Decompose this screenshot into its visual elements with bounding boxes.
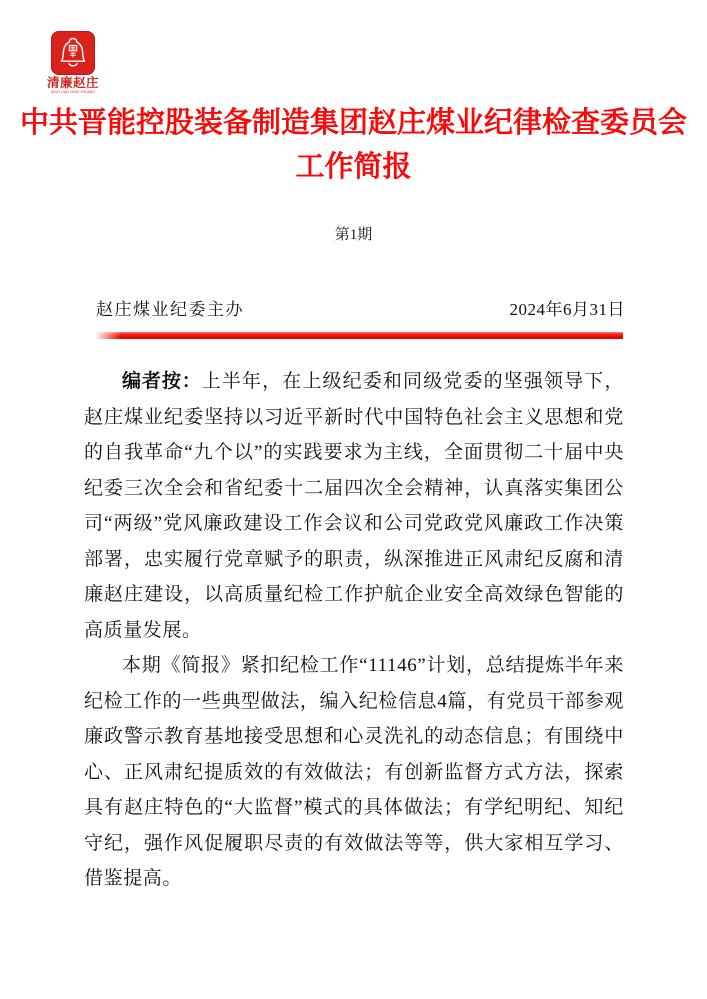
masthead-logo <box>41 31 105 94</box>
logo-wordmark: 清廉赵庄 <box>46 76 99 90</box>
body-content <box>84 364 624 897</box>
page-title <box>0 101 707 189</box>
red-separator-rule <box>95 332 623 339</box>
editors-note-text: 上半年，在上级纪委和同级党委的坚强领导下，赵庄煤业纪委坚持以习近平新时代中国特色社会主义思想和党的自我革命“九个以”的实践要求为主线，全面贯彻二十届中央纪委三次全会和省纪委十二届四次全会精神，认真落实集团公司“两级”党风廉政建设工作会议和公司党政党风廉政工作决策部署，忠实履行党章赋予的职责，纵深推进正风肃纪反腐和清廉赵庄建设，以高质量纪检工作护航企业安全高效绿色智能的高质量发展。 <box>84 371 624 641</box>
page-title-line-2: 工作简报 <box>295 151 412 183</box>
logo-pinyin: QING LIAN ZHAO ZHUANG <box>50 90 96 94</box>
page-title-line-1: 中共晋能控股装备制造集团赵庄煤业纪律检查委员会 <box>19 107 687 139</box>
issue-number: 第1期 <box>334 227 373 243</box>
red-separator-bar <box>95 332 623 339</box>
paragraph-editors-note <box>84 364 624 648</box>
paragraph-issue-summary: 本期《简报》紧扣纪检工作“11146”计划，总结提炼半年来纪检工作的一些典型做法，编入纪检信息4篇，有党员干部参观廉政警示教育基地接受思想和心灵洗礼的动态信息；有围绕中心、正风肃纪提质效的有效做法；有创新监督方式方法，探索具有赵庄特色的“大监督”模式的具体做法；有学纪明纪、知纪守纪，强作风促履职尽责的有效做法等等，供大家相互学习、借鉴提高。 <box>84 655 624 889</box>
editors-note-label: 编者按： <box>122 371 202 392</box>
qinglian-zhaozhuang-seal-icon <box>51 31 95 75</box>
publisher-organizer: 赵庄煤业纪委主办 <box>96 300 244 319</box>
red-separator-left-fade <box>95 332 121 339</box>
publisher-row <box>96 297 625 323</box>
publication-date: 2024年6月31日 <box>509 300 625 319</box>
